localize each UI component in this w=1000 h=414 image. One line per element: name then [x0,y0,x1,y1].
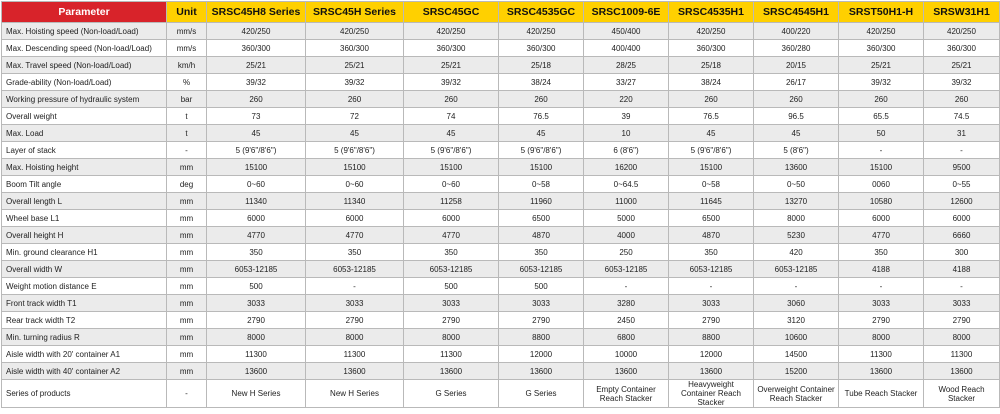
value-cell: 2790 [839,312,924,329]
value-cell: - [306,278,404,295]
value-cell: 45 [207,125,306,142]
header-model: SRSC1009-6E [584,2,669,23]
value-cell: 360/300 [306,40,404,57]
param-cell: Max. Hoisting height [2,159,167,176]
value-cell: 8000 [924,329,1000,346]
value-cell: 3033 [404,295,499,312]
value-cell: 6053-12185 [584,261,669,278]
param-cell: Working pressure of hydraulic system [2,91,167,108]
value-cell: 4870 [499,227,584,244]
table-row [2,40,1000,57]
spec-table [1,1,1000,408]
value-cell: 500 [207,278,306,295]
value-cell: 39/32 [924,74,1000,91]
value-cell: 39/32 [306,74,404,91]
table-row [2,295,1000,312]
value-cell: 400/400 [584,40,669,57]
unit-cell: % [167,74,207,91]
value-cell: 13600 [754,159,839,176]
value-cell: 350 [404,244,499,261]
value-cell: 4770 [404,227,499,244]
value-cell: 13600 [839,363,924,380]
value-cell: 3033 [207,295,306,312]
value-cell: 11300 [839,346,924,363]
value-cell: 6053-12185 [499,261,584,278]
value-cell: 360/300 [924,40,1000,57]
value-cell: 39/32 [404,74,499,91]
value-cell: - [839,142,924,159]
param-cell: Boom Tilt angle [2,176,167,193]
value-cell: 11300 [924,346,1000,363]
value-cell: 420/250 [839,23,924,40]
value-cell: 3120 [754,312,839,329]
value-cell: 360/300 [207,40,306,57]
value-cell: 25/18 [499,57,584,74]
value-cell: 350 [669,244,754,261]
value-cell: 5 (9'6"/8'6") [207,142,306,159]
header-model: SRSC4545H1 [754,2,839,23]
param-cell: Rear track width T2 [2,312,167,329]
unit-cell: - [167,142,207,159]
value-cell: 350 [207,244,306,261]
value-cell: 420/250 [669,23,754,40]
value-cell: 3033 [669,295,754,312]
value-cell: 25/18 [669,57,754,74]
value-cell: 38/24 [499,74,584,91]
value-cell: 0~64.5 [584,176,669,193]
value-cell: - [924,142,1000,159]
value-cell: 15100 [306,159,404,176]
value-cell: 3033 [924,295,1000,312]
value-cell: 2790 [404,312,499,329]
value-cell: 8800 [499,329,584,346]
value-cell: 5 (8'6") [754,142,839,159]
value-cell: 4770 [839,227,924,244]
value-cell: 3280 [584,295,669,312]
unit-cell: mm [167,227,207,244]
value-cell: 4770 [207,227,306,244]
unit-cell: km/h [167,57,207,74]
value-cell: 25/21 [306,57,404,74]
value-cell: 8000 [207,329,306,346]
param-cell: Max. Hoisting speed (Non-load/Load) [2,23,167,40]
unit-cell: t [167,108,207,125]
value-cell: 2790 [499,312,584,329]
value-cell: 12600 [924,193,1000,210]
value-cell: 25/21 [839,57,924,74]
value-cell: 20/15 [754,57,839,74]
unit-cell: mm [167,261,207,278]
value-cell: Wood Reach Stacker [924,380,1000,408]
table-row [2,23,1000,40]
value-cell: 14500 [754,346,839,363]
value-cell: 260 [207,91,306,108]
table-row [2,142,1000,159]
value-cell: 9500 [924,159,1000,176]
value-cell: 6000 [207,210,306,227]
value-cell: 39/32 [207,74,306,91]
unit-cell: - [167,380,207,408]
value-cell: 260 [306,91,404,108]
value-cell: 10600 [754,329,839,346]
value-cell: 3033 [306,295,404,312]
value-cell: 6053-12185 [207,261,306,278]
value-cell: 16200 [584,159,669,176]
value-cell: 8800 [669,329,754,346]
value-cell: 0~50 [754,176,839,193]
value-cell: 8000 [306,329,404,346]
value-cell: - [754,278,839,295]
value-cell: 4000 [584,227,669,244]
value-cell: 6000 [839,210,924,227]
unit-cell: mm/s [167,23,207,40]
table-body [2,23,1000,408]
value-cell: 13600 [306,363,404,380]
value-cell: 45 [754,125,839,142]
value-cell: 420/250 [499,23,584,40]
value-cell: 0~58 [499,176,584,193]
value-cell: 5230 [754,227,839,244]
value-cell: 13600 [669,363,754,380]
unit-cell: mm [167,346,207,363]
unit-cell: mm [167,295,207,312]
value-cell: 6053-12185 [669,261,754,278]
value-cell: 15100 [207,159,306,176]
value-cell: 11340 [207,193,306,210]
value-cell: 5 (9'6"/8'6") [499,142,584,159]
table-row [2,278,1000,295]
unit-cell: mm [167,210,207,227]
value-cell: 300 [924,244,1000,261]
table-row [2,346,1000,363]
value-cell: 5000 [584,210,669,227]
value-cell: 0~58 [669,176,754,193]
value-cell: 450/400 [584,23,669,40]
value-cell: 6053-12185 [306,261,404,278]
value-cell: 0~60 [207,176,306,193]
value-cell: 45 [404,125,499,142]
value-cell: 11258 [404,193,499,210]
value-cell: 250 [584,244,669,261]
value-cell: 15100 [499,159,584,176]
value-cell: 0~60 [306,176,404,193]
value-cell: Empty Container Reach Stacker [584,380,669,408]
param-cell: Overall length L [2,193,167,210]
header-parameter: Parameter [2,2,167,23]
value-cell: 2790 [306,312,404,329]
value-cell: 74 [404,108,499,125]
value-cell: 11340 [306,193,404,210]
value-cell: 25/21 [924,57,1000,74]
table-row [2,193,1000,210]
table-row [2,125,1000,142]
value-cell: New H Series [207,380,306,408]
param-cell: Aisle width with 20' container A1 [2,346,167,363]
table-row [2,244,1000,261]
value-cell: 360/300 [839,40,924,57]
param-cell: Grade-ability (Non-load/Load) [2,74,167,91]
value-cell: 260 [669,91,754,108]
value-cell: 4770 [306,227,404,244]
value-cell: 8000 [839,329,924,346]
value-cell: 260 [404,91,499,108]
value-cell: 39/32 [839,74,924,91]
param-cell: Max. Travel speed (Non-load/Load) [2,57,167,74]
header-model: SRSW31H1 [924,2,1000,23]
value-cell: - [839,278,924,295]
value-cell: 33/27 [584,74,669,91]
value-cell: 5 (9'6"/8'6") [669,142,754,159]
value-cell: 6660 [924,227,1000,244]
value-cell: Heavyweight Container Reach Stacker [669,380,754,408]
value-cell: 45 [669,125,754,142]
param-cell: Overall height H [2,227,167,244]
value-cell: 96.5 [754,108,839,125]
value-cell: 74.5 [924,108,1000,125]
value-cell: 0~55 [924,176,1000,193]
unit-cell: mm [167,312,207,329]
value-cell: 12000 [669,346,754,363]
value-cell: 10 [584,125,669,142]
value-cell: 76.5 [499,108,584,125]
unit-cell: deg [167,176,207,193]
table-header [2,2,1000,23]
value-cell: 11645 [669,193,754,210]
value-cell: 360/300 [404,40,499,57]
param-cell: Overall width W [2,261,167,278]
value-cell: 13600 [499,363,584,380]
value-cell: 25/21 [207,57,306,74]
value-cell: 360/300 [499,40,584,57]
value-cell: 260 [839,91,924,108]
value-cell: 15100 [669,159,754,176]
value-cell: 360/280 [754,40,839,57]
value-cell: 500 [499,278,584,295]
param-cell: Layer of stack [2,142,167,159]
unit-cell: mm [167,363,207,380]
value-cell: 31 [924,125,1000,142]
value-cell: 5 (9'6"/8'6") [306,142,404,159]
value-cell: 15100 [404,159,499,176]
value-cell: 25/21 [404,57,499,74]
header-row [2,2,1000,23]
value-cell: 500 [404,278,499,295]
value-cell: New H Series [306,380,404,408]
value-cell: 45 [499,125,584,142]
value-cell: 350 [499,244,584,261]
value-cell: 260 [499,91,584,108]
value-cell: 45 [306,125,404,142]
header-model: SRSC45GC [404,2,499,23]
value-cell: - [924,278,1000,295]
unit-cell: mm [167,159,207,176]
value-cell: 3060 [754,295,839,312]
value-cell: 2790 [669,312,754,329]
value-cell: 72 [306,108,404,125]
table-row [2,329,1000,346]
table-row [2,210,1000,227]
value-cell: 6053-12185 [404,261,499,278]
value-cell: G Series [499,380,584,408]
value-cell: 13600 [207,363,306,380]
value-cell: 260 [754,91,839,108]
value-cell: - [669,278,754,295]
value-cell: 400/220 [754,23,839,40]
value-cell: 65.5 [839,108,924,125]
unit-cell: mm [167,244,207,261]
value-cell: 8000 [754,210,839,227]
value-cell: 3033 [839,295,924,312]
value-cell: 10580 [839,193,924,210]
value-cell: 15200 [754,363,839,380]
value-cell: 2790 [924,312,1000,329]
value-cell: 5 (9'6"/8'6") [404,142,499,159]
unit-cell: mm/s [167,40,207,57]
value-cell: 6500 [499,210,584,227]
value-cell: 10000 [584,346,669,363]
value-cell: 50 [839,125,924,142]
table-row [2,57,1000,74]
value-cell: 13600 [924,363,1000,380]
header-model: SRSC4535GC [499,2,584,23]
value-cell: 13600 [404,363,499,380]
table-row [2,363,1000,380]
param-cell: Min. ground clearance H1 [2,244,167,261]
value-cell: 3033 [499,295,584,312]
value-cell: 6000 [924,210,1000,227]
param-cell: Overall weight [2,108,167,125]
value-cell: 350 [839,244,924,261]
value-cell: 73 [207,108,306,125]
value-cell: 11300 [404,346,499,363]
value-cell: 11300 [306,346,404,363]
value-cell: 39 [584,108,669,125]
value-cell: 2450 [584,312,669,329]
value-cell: 11000 [584,193,669,210]
value-cell: 6500 [669,210,754,227]
value-cell: 6 (8'6") [584,142,669,159]
header-model: SRST50H1-H [839,2,924,23]
value-cell: 420/250 [924,23,1000,40]
table-row [2,261,1000,278]
param-cell: Max. Load [2,125,167,142]
value-cell: 28/25 [584,57,669,74]
value-cell: 13600 [584,363,669,380]
value-cell: 6800 [584,329,669,346]
value-cell: 8000 [404,329,499,346]
table-row [2,91,1000,108]
param-cell: Aisle width with 40' container A2 [2,363,167,380]
value-cell: 11300 [207,346,306,363]
value-cell: 420/250 [404,23,499,40]
value-cell: 420/250 [306,23,404,40]
param-cell: Wheel base L1 [2,210,167,227]
value-cell: 38/24 [669,74,754,91]
value-cell: 350 [306,244,404,261]
table-row [2,108,1000,125]
unit-cell: mm [167,278,207,295]
unit-cell: mm [167,193,207,210]
table-row [2,227,1000,244]
value-cell: Overweight Container Reach Stacker [754,380,839,408]
header-model: SRSC4535H1 [669,2,754,23]
value-cell: 12000 [499,346,584,363]
value-cell: 0~60 [404,176,499,193]
value-cell: 420 [754,244,839,261]
value-cell: G Series [404,380,499,408]
value-cell: 15100 [839,159,924,176]
value-cell: 420/250 [207,23,306,40]
value-cell: 2790 [207,312,306,329]
table-row [2,176,1000,193]
value-cell: 11960 [499,193,584,210]
unit-cell: t [167,125,207,142]
param-cell: Max. Descending speed (Non-load/Load) [2,40,167,57]
value-cell: 6053-12185 [754,261,839,278]
table-row [2,312,1000,329]
value-cell: 6000 [306,210,404,227]
value-cell: 0060 [839,176,924,193]
value-cell: 76.5 [669,108,754,125]
header-unit: Unit [167,2,207,23]
value-cell: 4188 [924,261,1000,278]
value-cell: Tube Reach Stacker [839,380,924,408]
value-cell: 220 [584,91,669,108]
value-cell: 360/300 [669,40,754,57]
header-model: SRSC45H Series [306,2,404,23]
value-cell: 260 [924,91,1000,108]
unit-cell: mm [167,329,207,346]
value-cell: - [584,278,669,295]
table-row [2,159,1000,176]
unit-cell: bar [167,91,207,108]
value-cell: 13270 [754,193,839,210]
value-cell: 6000 [404,210,499,227]
param-cell: Front track width T1 [2,295,167,312]
header-model: SRSC45H8 Series [207,2,306,23]
table-row [2,380,1000,408]
value-cell: 4870 [669,227,754,244]
value-cell: 4188 [839,261,924,278]
param-cell: Weight motion distance E [2,278,167,295]
param-cell: Series of products [2,380,167,408]
value-cell: 26/17 [754,74,839,91]
table-row [2,74,1000,91]
param-cell: Min. turning radius R [2,329,167,346]
